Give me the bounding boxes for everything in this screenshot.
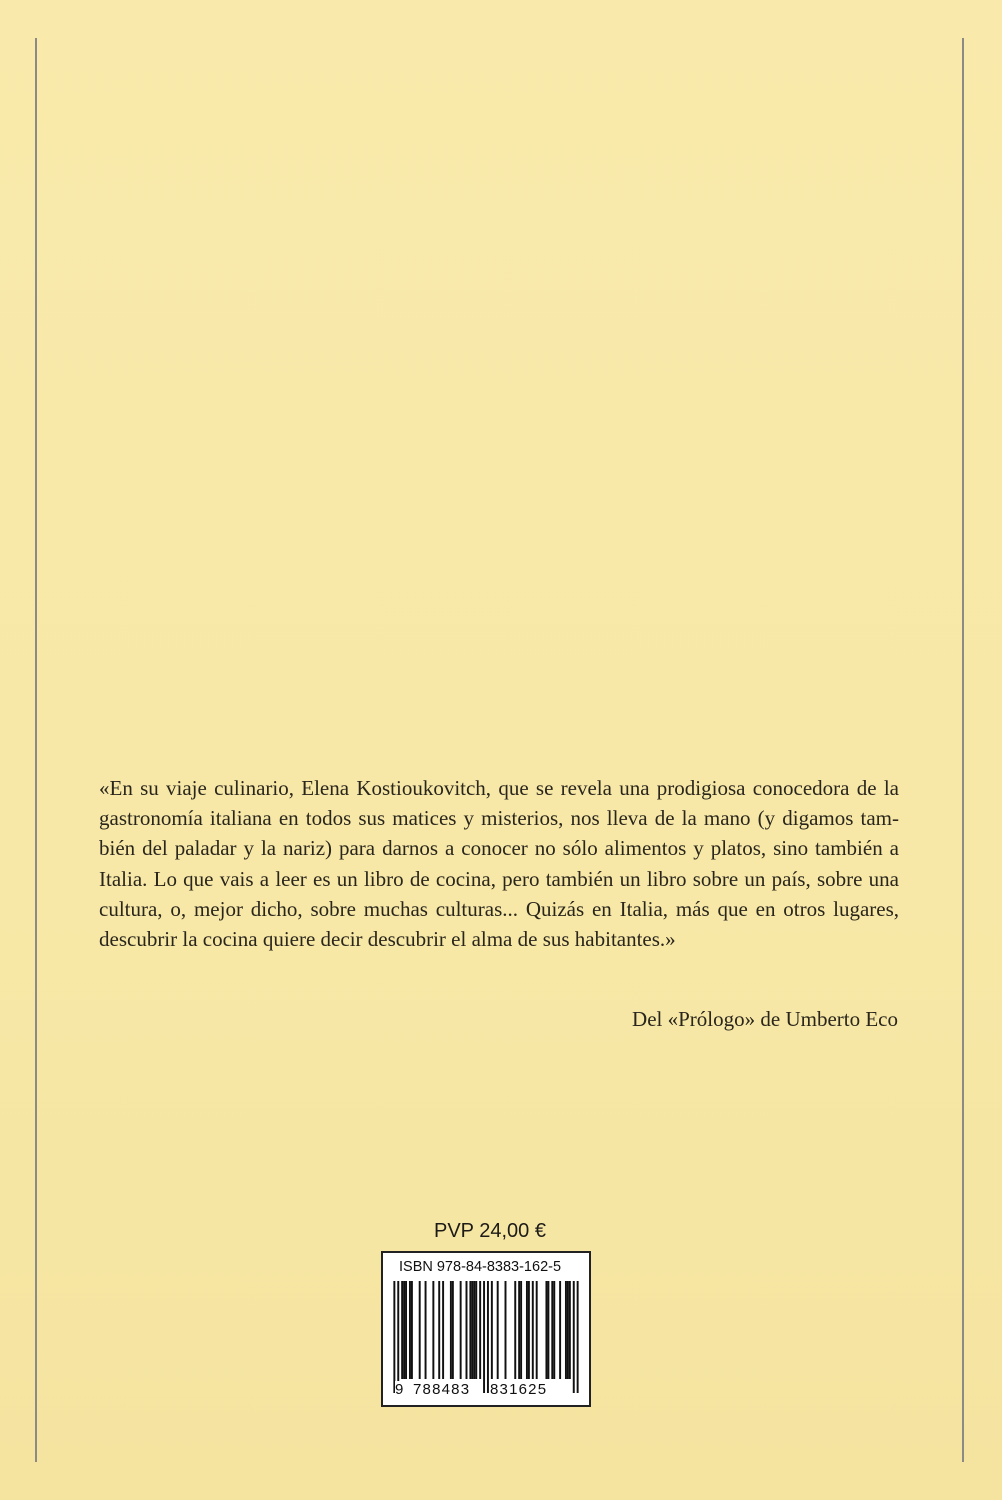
- barcode-digit-first: 9: [395, 1381, 404, 1398]
- barcode-bar: [442, 1281, 444, 1379]
- isbn-text: ISBN 978-84-8383-162-5: [399, 1259, 562, 1275]
- barcode-image: [383, 1281, 589, 1393]
- barcode-bar: [487, 1281, 489, 1393]
- barcode-bar: [514, 1281, 516, 1379]
- barcode-bar: [466, 1281, 468, 1379]
- barcode-bar: [569, 1281, 571, 1379]
- blurb-line: «En su viaje culinario, Elena Kostioukovitch, que se revela una prodigiosa conocedora de la: [99, 776, 899, 800]
- barcode-bar: [497, 1281, 499, 1379]
- barcode-bar: [565, 1281, 567, 1379]
- barcode-bar: [483, 1281, 485, 1393]
- blurb-line: bién del paladar y la nariz) para darnos a conocer no sólo alimentos y platos, sino también a: [99, 836, 899, 861]
- barcode-bar: [545, 1281, 547, 1379]
- barcode-bar: [536, 1281, 538, 1379]
- right-edge-line: [962, 38, 964, 1462]
- barcode-bar: [567, 1281, 569, 1379]
- quote-attribution: Del «Prólogo» de Umberto Eco: [632, 1007, 898, 1031]
- barcode-bar: [411, 1281, 413, 1379]
- barcode-bar: [518, 1281, 520, 1379]
- barcode-bar: [577, 1281, 579, 1393]
- barcode-bar: [471, 1281, 473, 1379]
- barcode-bar: [553, 1281, 555, 1379]
- barcode-bar: [528, 1281, 530, 1379]
- barcode-digits-left: 788483: [413, 1381, 471, 1398]
- barcode-bar: [432, 1281, 434, 1379]
- barcode-bar: [547, 1281, 549, 1379]
- barcode-bar: [450, 1281, 452, 1379]
- barcode-bar: [559, 1281, 561, 1379]
- barcode-bar: [393, 1281, 395, 1393]
- barcode-bar: [526, 1281, 528, 1379]
- barcode-bar: [532, 1281, 534, 1379]
- barcode-bar: [551, 1281, 553, 1379]
- barcode-bar: [520, 1281, 522, 1379]
- blurb-quote: [99, 773, 899, 954]
- barcode-bar: [419, 1281, 421, 1379]
- barcode-bar: [403, 1281, 405, 1379]
- left-edge-line: [35, 38, 37, 1462]
- barcode-bar: [452, 1281, 454, 1379]
- barcode-bar: [473, 1281, 475, 1379]
- barcode-bar: [405, 1281, 407, 1379]
- blurb-line: descubrir la cocina quiere decir descubrir el alma de sus habitantes.»: [99, 926, 676, 951]
- barcode-bar: [573, 1281, 575, 1393]
- blurb-line: Italia. Lo que vais a leer es un libro de cocina, pero también un libro sobre un país, sobre una: [99, 866, 899, 891]
- barcode-bar: [425, 1281, 427, 1379]
- barcode-box: [381, 1251, 591, 1407]
- barcode-bar: [505, 1281, 507, 1379]
- barcode-bar: [469, 1281, 471, 1379]
- barcode-bar: [438, 1281, 440, 1379]
- barcode-bar: [460, 1281, 462, 1379]
- barcode-digits-right: 831625: [490, 1381, 548, 1398]
- barcode-bar: [475, 1281, 477, 1379]
- barcode-bar: [409, 1281, 411, 1379]
- price-label: PVP 24,00 €: [434, 1220, 546, 1242]
- barcode-bar: [479, 1281, 481, 1379]
- barcode-bar: [491, 1281, 493, 1379]
- blurb-line: cultura, o, mejor dicho, sobre muchas culturas... Quizás en Italia, más que en otros lugares,: [99, 896, 899, 921]
- barcode-bar: [397, 1281, 399, 1393]
- barcode-bar: [401, 1281, 403, 1379]
- blurb-line: gastronomía italiana en todos sus matices y misterios, nos lleva de la mano (y digamos tam-: [99, 806, 899, 831]
